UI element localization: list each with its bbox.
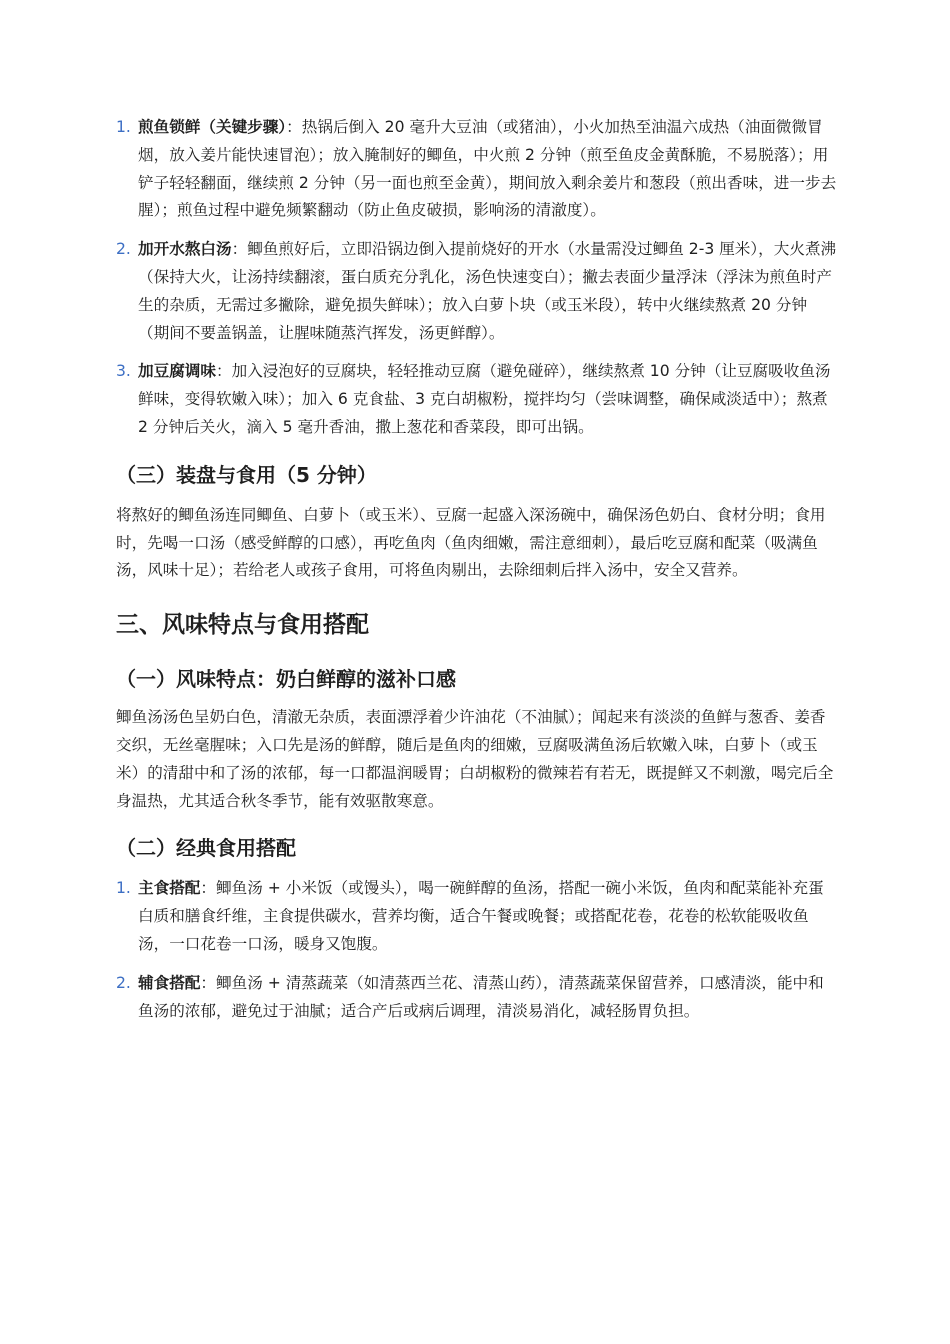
step-separator: ： xyxy=(231,240,248,259)
pairing-text: 鲫鱼汤 + 小米饭（或馒头），喝一碗鲜醇的鱼汤，搭配一碗小米饭，鱼肉和配菜能补充蛋白质和膳食纤维，主食提供碳水，营养均衡，适合午餐或晚餐；或搭配花卷，花卷的松软能吸收鱼汤，一口花卷一口汤，暖身又饱腹。 xyxy=(138,879,824,953)
step-text: 加入浸泡好的豆腐块，轻轻推动豆腐（避免碰碎），继续熬煮 10 分钟（让豆腐吸收鱼汤鲜味，变得软嫩入味）；加入 6 克食盐、3 克白胡椒粉，搅拌均匀（尝味调整，确保咸淡适中）；熬煮 2 分钟后关火，滴入 5 毫升香油，撒上葱花和香菜段，即可出锅。 xyxy=(138,362,831,436)
document-page xyxy=(116,114,838,1036)
cooking-steps-list xyxy=(116,114,838,442)
list-number: 1. xyxy=(116,879,131,898)
serving-paragraph: 将熬好的鲫鱼汤连同鲫鱼、白萝卜（或玉米）、豆腐一起盛入深汤碗中，确保汤色奶白、食材分明；食用时，先喝一口汤（感受鲜醇的口感），再吃鱼肉（鱼肉细嫩，需注意细刺），最后吃豆腐和配菜（吸满鱼汤，风味十足）；若给老人或孩子食用，可将鱼肉剔出，去除细刺后拌入汤中，安全又营养。 xyxy=(116,505,826,580)
section-heading-pairing: （二）经典食用搭配 xyxy=(116,836,296,861)
step-separator: ： xyxy=(286,118,302,136)
pairing-label: 主食搭配 xyxy=(138,879,201,898)
list-number: 2. xyxy=(116,240,131,259)
step-item-3 xyxy=(116,358,838,441)
pairing-separator: ： xyxy=(200,973,216,992)
pairing-list xyxy=(116,875,838,1025)
pairing-item-2 xyxy=(116,970,838,1026)
pairing-separator: ： xyxy=(200,879,216,898)
pairing-item-1 xyxy=(116,875,838,958)
part-heading-flavor-pairing: 三、风味特点与食用搭配 xyxy=(116,612,369,639)
step-label: 加开水熬白汤 xyxy=(138,240,232,259)
section-heading-serving: （三）装盘与食用（5 分钟） xyxy=(116,462,377,487)
flavor-paragraph: 鲫鱼汤汤色呈奶白色，清澈无杂质，表面漂浮着少许油花（不油腻）；闻起来有淡淡的鱼鲜与葱香、姜香交织，无丝毫腥味；入口先是汤的鲜醇，随后是鱼肉的细嫩，豆腐吸满鱼汤后软嫩入味，白萝卜（或玉米）的清甜中和了汤的浓郁，每一口都温润暖胃；白胡椒粉的微辣若有若无，既提鲜又不刺激，喝完后全身温热，尤其适合秋冬季节，能有效驱散寒意。 xyxy=(116,708,834,810)
step-label: 加豆腐调味 xyxy=(138,362,216,381)
step-item-1 xyxy=(116,114,838,225)
section-heading-flavor: （一）风味特点：奶白鲜醇的滋补口感 xyxy=(116,667,456,692)
list-number: 1. xyxy=(116,118,131,136)
list-number: 3. xyxy=(116,362,131,381)
step-label: 煎鱼锁鲜（关键步骤） xyxy=(138,118,287,136)
step-item-2 xyxy=(116,236,838,347)
step-text: 热锅后倒入 20 毫升大豆油（或猪油），小火加热至油温六成热（油面微微冒烟，放入姜片能快速冒泡）；放入腌制好的鲫鱼，中火煎 2 分钟（煎至鱼皮金黄酥脆，不易脱落）；用铲子轻轻翻面，继续煎 2 分钟（另一面也煎至金黄），期间放入剩余姜片和葱段（煎出香味，进一步去腥）；煎鱼过程中避免频繁翻动（防止鱼皮破损，影响汤的清澈度）。 xyxy=(138,118,837,220)
step-text: 鲫鱼煎好后，立即沿锅边倒入提前烧好的开水（水量需没过鲫鱼 2-3 厘米），大火煮沸（保持大火，让汤持续翻滚，蛋白质充分乳化，汤色快速变白）；撇去表面少量浮沫（浮沫为煎鱼时产生的杂质，无需过多撇除，避免损失鲜味）；放入白萝卜块（或玉米段），转中火继续熬煮 20 分钟（期间不要盖锅盖，让腥味随蒸汽挥发，汤更鲜醇）。 xyxy=(138,240,837,342)
step-separator: ： xyxy=(215,362,232,381)
pairing-text: 鲫鱼汤 + 清蒸蔬菜（如清蒸西兰花、清蒸山药），清蒸蔬菜保留营养，口感清淡，能中和鱼汤的浓郁，避免过于油腻；适合产后或病后调理，清淡易消化，减轻肠胃负担。 xyxy=(138,973,824,1020)
pairing-label: 辅食搭配 xyxy=(138,973,201,992)
list-number: 2. xyxy=(116,973,131,992)
